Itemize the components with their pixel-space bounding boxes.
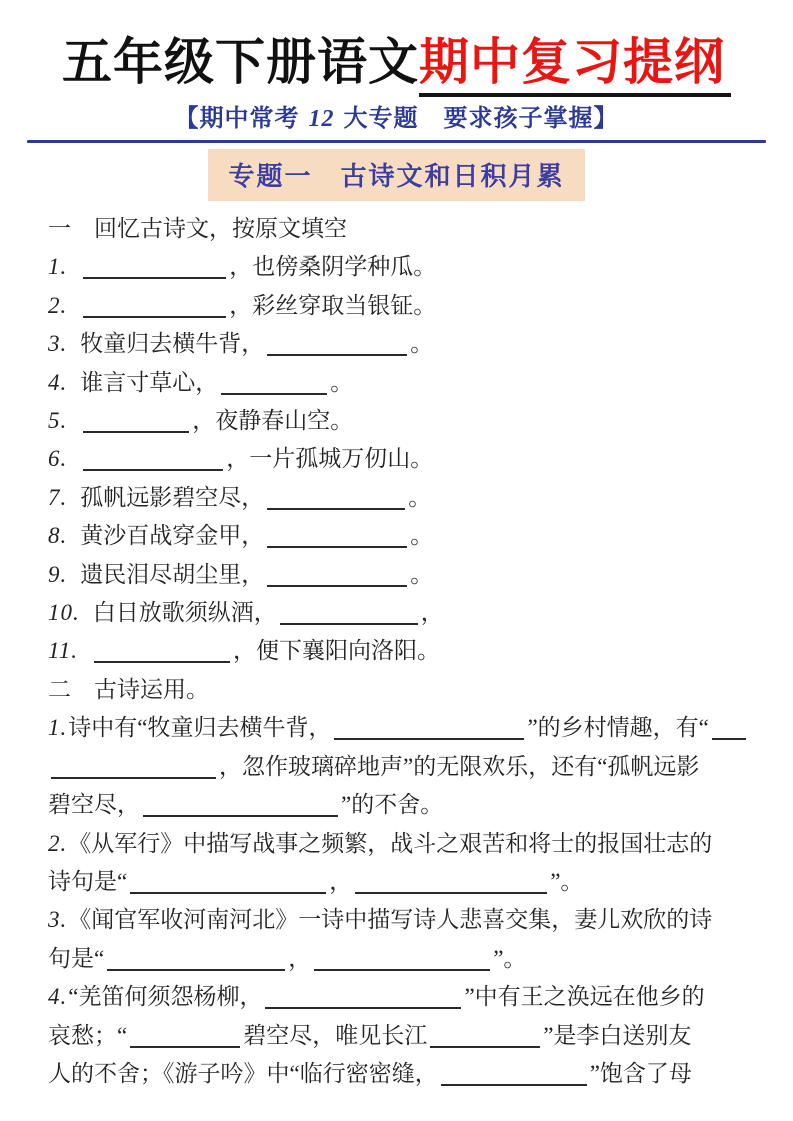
text-segment: ，也傍桑阴学种瓜。 bbox=[229, 254, 437, 280]
fill-in-blank-line bbox=[267, 503, 405, 510]
item-number: 7. bbox=[48, 484, 68, 510]
item-number: 9. bbox=[48, 561, 68, 587]
text-line bbox=[48, 287, 745, 325]
text-segment: 黄沙百战穿金甲， bbox=[80, 523, 265, 549]
fill-in-blank-line bbox=[83, 272, 226, 279]
part2-line-list bbox=[48, 709, 745, 1093]
text-segment: ， bbox=[288, 945, 312, 971]
text-segment: 。 bbox=[408, 484, 432, 510]
part1-item-list bbox=[48, 248, 745, 670]
item-number: 1. bbox=[48, 254, 68, 280]
text-line bbox=[48, 901, 745, 939]
text-line bbox=[48, 594, 745, 632]
text-line bbox=[48, 479, 745, 517]
text-segment: 诗中有“牧童归去横牛背， bbox=[68, 715, 332, 741]
text-segment: 。 bbox=[330, 369, 354, 395]
text-line bbox=[48, 863, 745, 901]
section-badge: 专题一 古诗文和日积月累 bbox=[208, 149, 584, 201]
item-number: 3. bbox=[48, 331, 68, 357]
fill-in-blank-line bbox=[265, 1002, 461, 1009]
text-segment: ”的乡村情趣，有“ bbox=[527, 715, 709, 741]
subtitle bbox=[0, 98, 793, 133]
text-segment: ”。 bbox=[493, 945, 527, 971]
text-segment: 。 bbox=[410, 523, 434, 549]
item-number: 4. bbox=[48, 369, 68, 395]
text-line bbox=[48, 978, 745, 1016]
part2-heading: 二 古诗运用。 bbox=[48, 676, 209, 702]
part1-recall-poems bbox=[48, 210, 745, 671]
text-line bbox=[48, 325, 745, 363]
text-line bbox=[48, 440, 745, 478]
fill-in-blank-line bbox=[441, 1079, 587, 1086]
text-segment: ，一片孤城万仞山。 bbox=[226, 446, 434, 472]
item-number: 11. bbox=[48, 638, 79, 664]
text-segment: 哀愁；“ bbox=[48, 1022, 128, 1048]
text-segment: 遗民泪尽胡尘里， bbox=[80, 561, 265, 587]
text-segment: 孤帆远影碧空尽， bbox=[80, 484, 265, 510]
item-number: 8. bbox=[48, 523, 68, 549]
text-segment: 白日放歌须纵酒， bbox=[92, 600, 277, 626]
text-line bbox=[48, 940, 745, 978]
text-line bbox=[48, 364, 745, 402]
subtitle-number: 12 bbox=[308, 106, 335, 132]
text-segment: ， bbox=[329, 868, 353, 894]
fill-in-blank-line bbox=[355, 887, 547, 894]
text-segment: 人的不舍；《游子吟》中“临行密密缝， bbox=[48, 1060, 438, 1086]
document-body bbox=[0, 201, 793, 1093]
fill-in-blank-line bbox=[130, 887, 326, 894]
text-segment: ”的不舍。 bbox=[341, 792, 444, 818]
subtitle-prefix: 【期中常考 bbox=[174, 106, 307, 132]
text-segment: ，便下襄阳向洛阳。 bbox=[233, 638, 441, 664]
part1-heading: 一 回忆古诗文，按原文填空 bbox=[48, 216, 347, 241]
text-segment: “羌笛何须怨杨柳， bbox=[68, 984, 263, 1010]
fill-in-blank-line bbox=[334, 733, 524, 740]
page-title bbox=[0, 34, 793, 90]
text-line bbox=[48, 556, 745, 594]
text-line bbox=[48, 748, 745, 786]
item-number: 3. bbox=[48, 907, 68, 933]
text-line bbox=[48, 517, 745, 555]
text-segment: ”饱含了母 bbox=[589, 1060, 692, 1086]
text-line bbox=[48, 1055, 745, 1093]
fill-in-blank-line bbox=[83, 464, 223, 471]
fill-in-blank-line bbox=[107, 964, 285, 971]
text-segment: ，夜静春山空。 bbox=[192, 408, 354, 434]
text-segment: ，彩丝穿取当银钲。 bbox=[229, 292, 437, 318]
text-segment: 。 bbox=[410, 561, 434, 587]
text-segment: ”是李白送别友 bbox=[543, 1022, 692, 1048]
text-segment: 。 bbox=[410, 331, 434, 357]
text-segment: 句是“ bbox=[48, 945, 105, 971]
fill-in-blank-line bbox=[143, 810, 338, 817]
text-segment: 《闻官军收河南河北》一诗中描写诗人悲喜交集，妻儿欢欣的诗 bbox=[68, 907, 713, 933]
title-red-part: 期中复习提纲 bbox=[419, 34, 731, 97]
item-number: 6. bbox=[48, 446, 68, 472]
fill-in-blank-line bbox=[94, 656, 230, 663]
text-segment: ”中有王之涣远在他乡的 bbox=[464, 984, 705, 1010]
item-number: 2. bbox=[48, 830, 68, 856]
text-line bbox=[48, 632, 745, 670]
subtitle-suffix: 大专题 要求孩子掌握】 bbox=[336, 106, 619, 132]
text-segment: ”。 bbox=[550, 868, 584, 894]
item-number: 10. bbox=[48, 600, 80, 626]
divider-rule bbox=[27, 140, 766, 143]
text-segment: 碧空尽， bbox=[48, 792, 140, 818]
fill-in-blank-line bbox=[314, 964, 490, 971]
part2-poem-usage bbox=[48, 671, 745, 1093]
fill-in-blank-line bbox=[712, 733, 746, 740]
text-segment: 《从军行》中描写战事之频繁，战斗之艰苦和将士的报国壮志的 bbox=[68, 830, 713, 856]
text-line bbox=[48, 1017, 745, 1055]
fill-in-blank-line bbox=[280, 618, 418, 625]
item-number: 4. bbox=[48, 984, 68, 1010]
item-number: 1. bbox=[48, 715, 68, 741]
text-segment: 诗句是“ bbox=[48, 868, 128, 894]
text-segment: ，忽作玻璃碎地声”的无限欢乐，还有“孤帆远影 bbox=[219, 753, 700, 779]
fill-in-blank-line bbox=[267, 541, 407, 548]
text-segment: 碧空尽，唯见长江 bbox=[243, 1022, 428, 1048]
title-black-part: 五年级下册语文 bbox=[62, 34, 419, 90]
item-number: 5. bbox=[48, 408, 68, 434]
text-line bbox=[48, 825, 745, 863]
text-segment: 牧童归去横牛背， bbox=[80, 331, 265, 357]
fill-in-blank-line bbox=[83, 426, 189, 433]
text-line bbox=[48, 786, 745, 824]
text-line bbox=[48, 248, 745, 286]
text-line bbox=[48, 709, 745, 747]
section-badge-row bbox=[0, 149, 793, 201]
fill-in-blank-line bbox=[267, 580, 407, 587]
fill-in-blank-line bbox=[130, 1041, 240, 1048]
item-number: 2. bbox=[48, 292, 68, 318]
fill-in-blank-line bbox=[430, 1041, 540, 1048]
text-segment: ， bbox=[420, 600, 444, 626]
text-segment: 谁言寸草心， bbox=[80, 369, 219, 395]
text-line bbox=[48, 402, 745, 440]
fill-in-blank-line bbox=[267, 349, 407, 356]
fill-in-blank-line bbox=[51, 772, 216, 779]
fill-in-blank-line bbox=[83, 311, 226, 318]
fill-in-blank-line bbox=[221, 388, 327, 395]
